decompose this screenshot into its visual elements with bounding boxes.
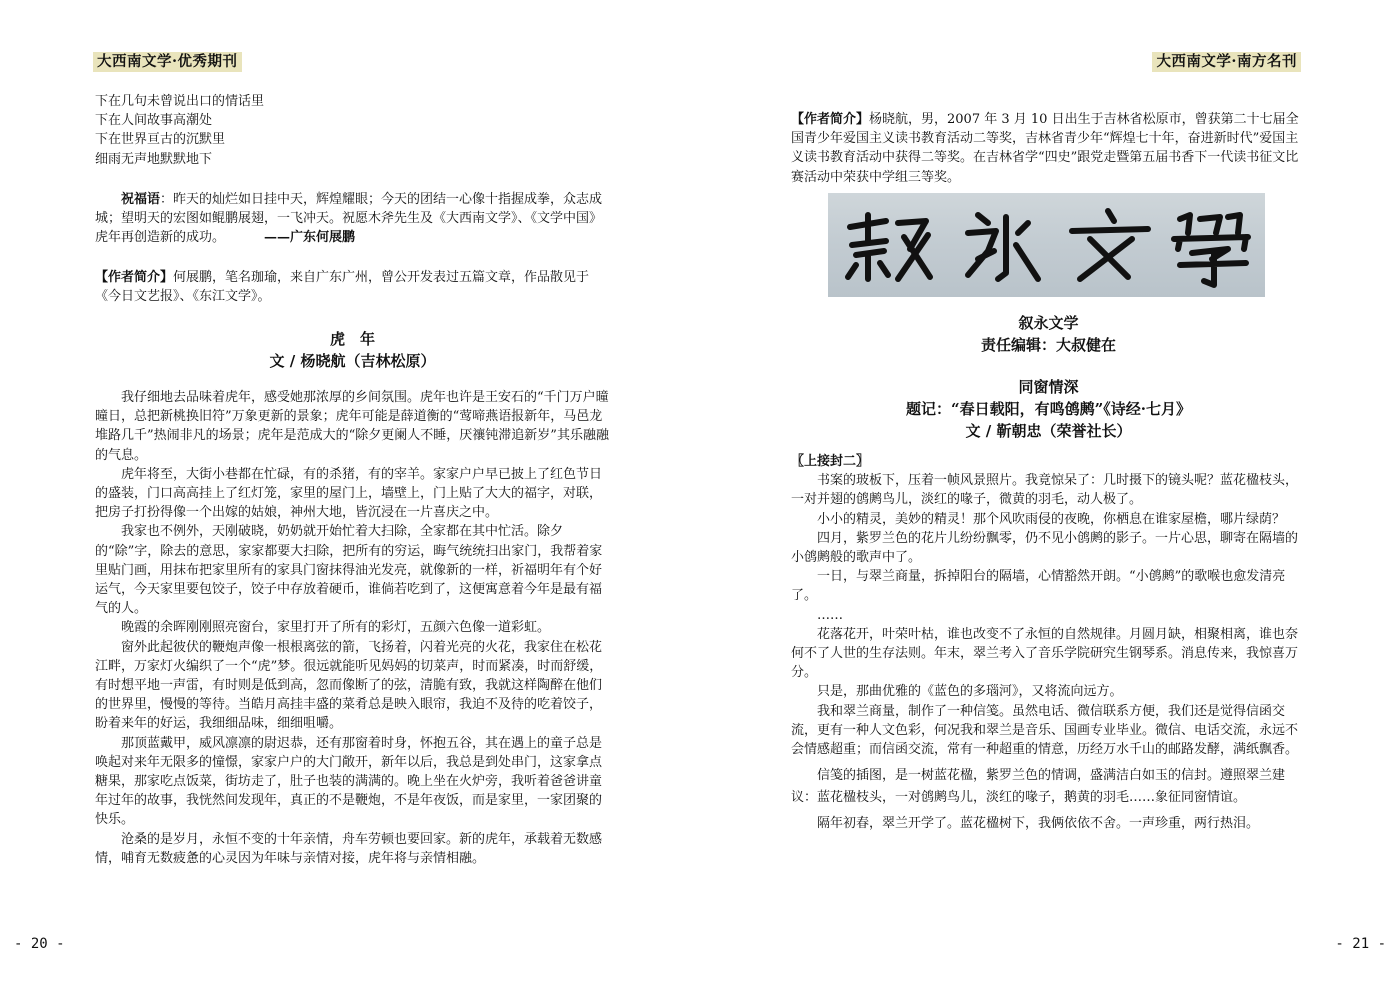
article-paragraph: 隔年初春，翠兰开学了。蓝花楹树下，我俩依依不舍。一声珍重，两行热泪。 — [817, 816, 1260, 832]
article-byline: 文 / 杨晓航（吉林松原） — [269, 352, 436, 370]
blessing-signature: ——广东何展鹏 — [264, 230, 356, 246]
article-paragraph: 一日，与翠兰商量，拆掉阳台的隔墙，心情豁然开朗。“小鸧鹒”的歌喉也愈发清亮了。 — [791, 569, 1286, 604]
article-title: 同窗情深 — [1018, 378, 1079, 396]
article-paragraph: 我和翠兰商量，制作了一种信笺。虽然电话、微信联系方便，我们还是觉得信函交流，更有一种人文色彩，何况我和翠兰是音乐、国画专业毕业。微信、电话交流，永远不会情感超重；而信函交流，常有一种超重的情意，历经万水千山的邮路发酵，满纸飘香。 — [791, 703, 1299, 758]
article-paragraph: 只是，那曲优雅的《蓝色的多瑙河》，又将流向远方。 — [817, 684, 1123, 700]
right-page — [699, 0, 1398, 982]
right-author-bio — [791, 110, 1306, 187]
article-paragraph: …… — [817, 607, 843, 623]
author-bio-label: 【作者简介】 — [791, 112, 870, 127]
article-body-wide — [791, 765, 1306, 835]
author-bio-text: 何展鹏，笔名珈瑜，来自广东广州，曾公开发表过五篇文章，作品散见于《今日文艺报》、《东江文学》。 — [95, 270, 590, 305]
left-author-bio — [95, 268, 610, 306]
blessing-block — [95, 190, 610, 248]
poem-line: 细雨无声地默默地下 — [95, 151, 213, 167]
article-paragraph: 信笺的插图，是一树蓝花楹，紫罗兰色的情调，盛满洁白如玉的信封。遵照翠兰建议：蓝花楹枝头，一对鸧鹒鸟儿，淡红的喙子，鹅黄的羽毛……象征同窗情谊。 — [791, 768, 1286, 806]
article-paragraph: 窗外此起彼伏的鞭炮声像一根根离弦的箭，飞扬着，闪着光亮的火花，我家住在松花江畔，万家灯火编织了一个“虎”梦。很远就能听见妈妈的切菜声，时而紧凑，时而舒缓，有时想平地一声雷，有时则是低到高，忽而像断了的弦，清脆有致，我就这样陶醉在他们的世界里，慢慢的等待。当皓月高挂丰盛的菜肴总是映入眼帘，我迫不及待的吃着饺子，盼着来年的好运，我细细品味，细细咀嚼。 — [95, 639, 603, 732]
article-title: 虎 年 — [329, 330, 375, 348]
article-paragraph: 花落花开，叶荣叶枯，谁也改变不了永恒的自然规律。月圆月缺，相聚相离，谁也奈何不了人世的生存法则。年末，翠兰考入了音乐学院研究生钢琴系。消息传来，我惊喜万分。 — [791, 626, 1299, 681]
article-byline: 文 / 靳朝忠（荣誉社长） — [965, 422, 1132, 440]
right-article-heading — [791, 376, 1306, 442]
article-epigraph: 题记：“春日载阳，有鸣鸧鹒”《诗经·七月》 — [906, 400, 1191, 418]
article-paragraph: 我家也不例外，天刚破晓，奶奶就开始忙着大扫除，全家都在其中忙活。除夕的“除”字，除去的意思，家家都要大扫除，把所有的穷运，晦气统统扫出家门，我帮着家里贴门画，用抹布把家里所有的家具门窗抹得油光发亮，就像新的一样，祈福明年有个好运气，今天家里要包饺子，饺子中存放着硬币，谁倘若吃到了，这便寓意着今年是最有福气的人。 — [95, 524, 603, 617]
left-running-header: 大西南文学·优秀期刊 — [93, 52, 242, 72]
left-page-number: - 20 - — [14, 936, 65, 952]
poem-line: 下在世界亘古的沉默里 — [95, 132, 226, 148]
column-name: 叙永文学 — [1018, 314, 1079, 332]
right-article-body — [791, 452, 1306, 835]
left-article-body — [95, 388, 610, 868]
article-paragraph: 沧桑的是岁月，永恒不变的十年亲情，舟车劳顿也要回家。新的虎年，承载着无数感情，哺育无数疲惫的心灵因为年味与亲情对接，虎年将与亲情相融。 — [95, 831, 603, 866]
column-editor: 责任编辑：大叔健在 — [980, 336, 1116, 354]
article-paragraph: 我仔细地去品味着虎年，感受她那浓厚的乡间氛围。虎年也许是王安石的“千门万户曈曈日，总把新桃换旧符”万象更新的景象；虎年可能是薛道衡的“莺啼燕语报新年，马邑龙堆路几千”热闹非凡的场景；虎年是范成大的“除夕更阑人不睡，厌禳钝滞追新岁”其乐融融的气息。 — [95, 390, 609, 463]
right-column-heading — [791, 312, 1306, 356]
calligraphy-image — [828, 193, 1265, 297]
poem-line: 下在人间故事高潮处 — [95, 113, 213, 129]
article-paragraph: 四月，紫罗兰色的花片儿纷纷飘零，仍不见小鸧鹒的影子。一片心思，聊寄在隔墙的小鸧鹒般的歌声中了。 — [791, 530, 1299, 566]
calligraphy-brush-strokes — [828, 193, 1265, 297]
article-paragraph: 晚霞的余晖刚刚照亮窗台，家里打开了所有的彩灯，五颜六色像一道彩虹。 — [121, 620, 551, 636]
blessing-text: ：昨天的灿烂如日挂中天，辉煌耀眼；今天的团结一心像十指握成拳，众志成城；望明天的宏图如鲲鹏展翅，一飞冲天。祝愿木斧先生及《大西南文学》、《文学中国》虎年再创造新的成功。 — [95, 192, 603, 246]
article-paragraph: 那顶蓝戴甲，威风凛凛的尉迟恭，还有那窗着时身，怀抱五谷，其在遇上的童子总是唤起对来年无限多的憧憬，家家户户的大门敞开，新年以后，我总是到处串门，这家拿点糖果，那家吃点饭菜，街坊走了，肚子也装的满满的。晚上坐在火炉旁，我听着爸爸讲童年过年的故事，我恍然间发现年，真正的不是鞭炮，不是年夜饭，而是家里，一家团聚的快乐。 — [95, 735, 603, 828]
blessing-label: 祝福语 — [121, 192, 161, 207]
right-running-header: 大西南文学·南方名刊 — [1152, 52, 1301, 72]
author-bio-label: 【作者简介】 — [95, 270, 174, 285]
right-page-number: - 21 - — [1335, 936, 1386, 952]
article-paragraph: 书案的玻板下，压着一帧风景照片。我竟惊呆了：几时摄下的镜头呢？蓝花楹枝头，一对并翅的鸧鹒鸟儿，淡红的喙子，微黄的羽毛，动人极了。 — [791, 473, 1299, 508]
poem-block — [95, 92, 610, 169]
left-article-heading — [95, 328, 610, 372]
article-paragraph: 小小的精灵，美妙的精灵！那个风吹雨侵的夜晚，你栖息在谁家屋檐，哪片绿荫？ — [817, 511, 1286, 527]
poem-line: 下在几句未曾说出口的情话里 — [95, 94, 265, 109]
continued-marker: 〖上接封二〗 — [791, 454, 870, 469]
article-paragraph: 虎年将至，大街小巷都在忙碌，有的杀猪，有的宰羊。家家户户早已披上了红色节日的盛装，门口高高挂上了红灯笼，家里的屋门上，墙壁上，门上贴了大大的福字，对联，把房子打扮得像一个出嫁的姑娘，神州大地，皆沉浸在一片喜庆之中。 — [95, 466, 603, 521]
author-bio-text: 杨晓航，男，2007 年 3 月 10 日出生于吉林省松原市，曾获第二十七届全国青少年爱国主义读书教育活动二等奖，吉林省青少年“辉煌七十年，奋进新时代”爱国主义读书教育活动中获得二等奖。在吉林省学“四史”跟党走暨第五届书香下一代读书征文比赛活动中荣获中学组三等奖。 — [791, 112, 1299, 185]
